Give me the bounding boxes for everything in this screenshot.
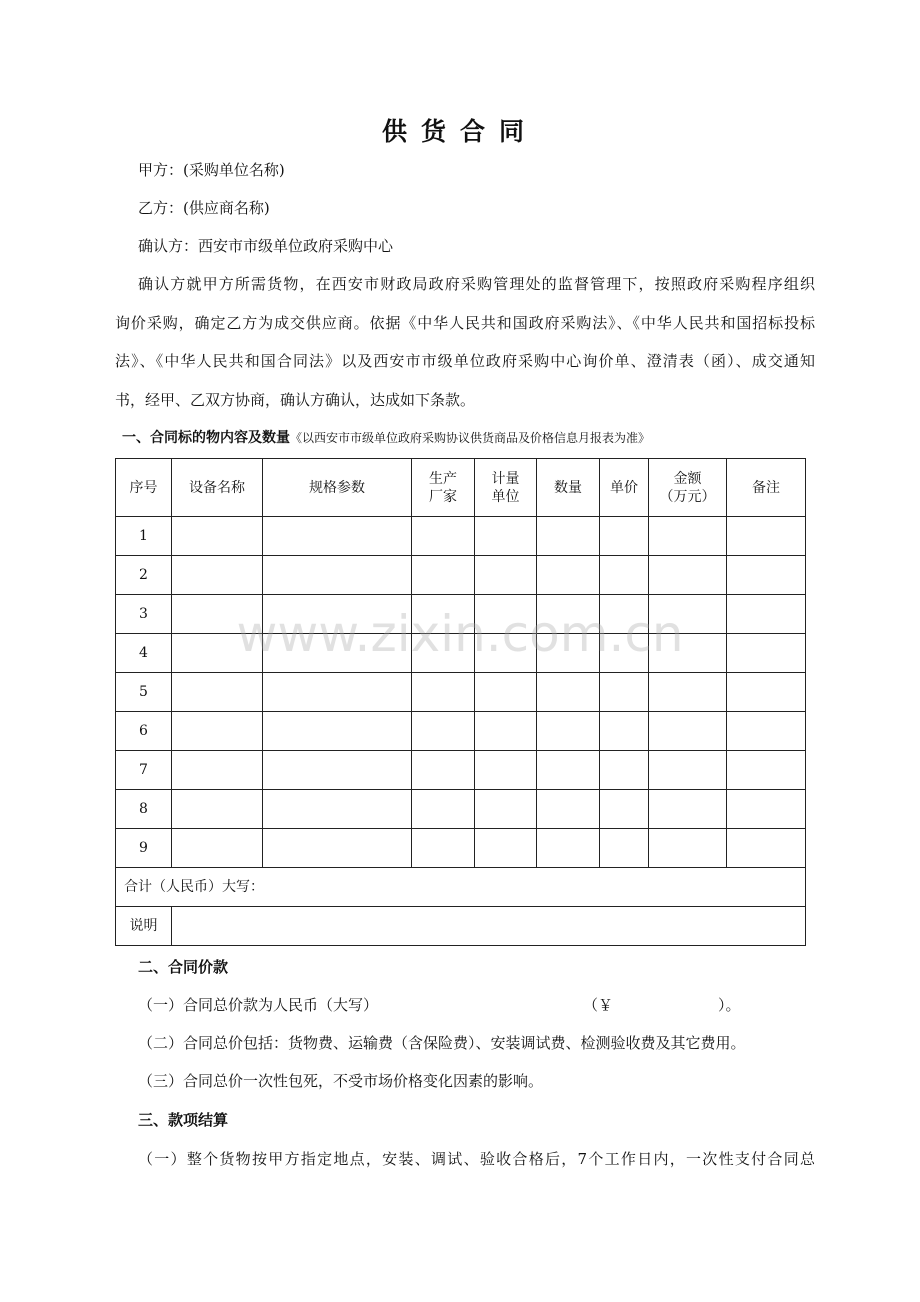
column-header: 金额 （万元） xyxy=(649,459,727,517)
table-cell xyxy=(412,751,475,790)
column-header: 规格参数 xyxy=(263,459,412,517)
table-cell xyxy=(537,751,600,790)
column-header: 生产 厂家 xyxy=(412,459,475,517)
row-number: 7 xyxy=(116,751,172,790)
table-cell xyxy=(412,595,475,634)
table-cell xyxy=(172,829,263,868)
table-cell xyxy=(600,595,649,634)
table-cell xyxy=(537,634,600,673)
row-number: 4 xyxy=(116,634,172,673)
table-cell xyxy=(475,595,537,634)
section1-note: 《以西安市市级单位政府采购协议供货商品及价格信息月报表为准》 xyxy=(290,431,651,445)
table-cell xyxy=(600,829,649,868)
table-cell xyxy=(727,751,806,790)
table-cell xyxy=(412,556,475,595)
table-cell xyxy=(649,595,727,634)
table-cell xyxy=(600,751,649,790)
row-number: 3 xyxy=(116,595,172,634)
table-cell xyxy=(172,556,263,595)
table-cell xyxy=(649,517,727,556)
row-number: 1 xyxy=(116,517,172,556)
table-cell xyxy=(172,595,263,634)
section2-heading: 二、合同价款 xyxy=(138,958,229,976)
intro-line: 确认方就甲方所需货物，在西安市财政局政府采购管理处的监督管理下，按照政府采购程序组织 xyxy=(138,275,815,293)
table-row xyxy=(116,712,806,751)
table-cell xyxy=(649,790,727,829)
table-cell xyxy=(537,790,600,829)
table-row xyxy=(116,829,806,868)
table-cell xyxy=(475,751,537,790)
table-cell xyxy=(475,829,537,868)
table-cell xyxy=(537,712,600,751)
table-cell xyxy=(412,712,475,751)
section1-title: 一、合同标的物内容及数量 xyxy=(122,430,290,446)
table-cell xyxy=(412,790,475,829)
table-cell xyxy=(537,517,600,556)
table-row xyxy=(116,673,806,712)
row-number: 5 xyxy=(116,673,172,712)
table-cell xyxy=(600,673,649,712)
party-a: 甲方：(采购单位名称) xyxy=(138,161,285,179)
table-cell xyxy=(263,517,412,556)
table-cell xyxy=(727,556,806,595)
table-row xyxy=(116,751,806,790)
column-header: 设备名称 xyxy=(172,459,263,517)
table-cell xyxy=(600,790,649,829)
table-row xyxy=(116,595,806,634)
column-header: 计量 单位 xyxy=(475,459,537,517)
section1-heading xyxy=(122,428,650,448)
table-cell xyxy=(172,790,263,829)
row-number: 8 xyxy=(116,790,172,829)
table-cell xyxy=(600,556,649,595)
clause: （一）合同总价款为人民币（大写） xyxy=(138,996,379,1014)
table-cell xyxy=(263,634,412,673)
table-cell xyxy=(649,712,727,751)
table-cell xyxy=(727,829,806,868)
table-row xyxy=(116,634,806,673)
clause-amount: （￥ ）。 xyxy=(583,996,741,1014)
table-cell xyxy=(600,712,649,751)
table-cell xyxy=(475,673,537,712)
remark-cell xyxy=(172,907,806,946)
clause: （二）合同总价包括：货物费、运输费（含保险费）、安装调试费、检测验收费及其它费用。 xyxy=(138,1034,746,1052)
table-cell xyxy=(600,634,649,673)
table-cell xyxy=(263,595,412,634)
intro-line: 法》、《中华人民共和国合同法》以及西安市市级单位政府采购中心询价单、澄清表（函）、成交通知 xyxy=(115,352,815,370)
table-cell xyxy=(172,517,263,556)
table-cell xyxy=(263,790,412,829)
table-cell xyxy=(727,673,806,712)
table-cell xyxy=(172,751,263,790)
table-cell xyxy=(172,673,263,712)
table-cell xyxy=(412,829,475,868)
table-cell xyxy=(475,634,537,673)
table-cell xyxy=(475,712,537,751)
total-label: 合计（人民币）大写： xyxy=(116,868,806,907)
table-row xyxy=(116,556,806,595)
table-cell xyxy=(727,595,806,634)
table-cell xyxy=(537,673,600,712)
row-number: 2 xyxy=(116,556,172,595)
table-cell xyxy=(649,829,727,868)
table-cell xyxy=(263,673,412,712)
table-cell xyxy=(412,517,475,556)
row-number: 9 xyxy=(116,829,172,868)
table-row xyxy=(116,790,806,829)
table-cell xyxy=(412,673,475,712)
row-number: 6 xyxy=(116,712,172,751)
table-cell xyxy=(475,556,537,595)
total-row xyxy=(116,868,806,907)
table-cell xyxy=(727,712,806,751)
watermark: www.zixin.com.cn xyxy=(236,605,684,663)
table-cell xyxy=(649,751,727,790)
intro-line: 书，经甲、乙双方协商，确认方确认，达成如下条款。 xyxy=(115,391,476,409)
table-cell xyxy=(600,517,649,556)
party-b: 乙方：(供应商名称) xyxy=(138,199,270,217)
clause: （三）合同总价一次性包死，不受市场价格变化因素的影响。 xyxy=(138,1072,544,1090)
column-header: 序号 xyxy=(116,459,172,517)
table-cell xyxy=(263,829,412,868)
goods-table xyxy=(115,458,806,946)
table-cell xyxy=(537,556,600,595)
table-cell xyxy=(263,751,412,790)
table-cell xyxy=(649,673,727,712)
intro-line: 询价采购，确定乙方为成交供应商。依据《中华人民共和国政府采购法》、《中华人民共和国招标投标 xyxy=(115,314,815,332)
confirmer: 确认方：西安市市级单位政府采购中心 xyxy=(138,237,394,255)
column-header: 单价 xyxy=(600,459,649,517)
remark-label: 说明 xyxy=(116,907,172,946)
remark-row xyxy=(116,907,806,946)
column-header: 数量 xyxy=(537,459,600,517)
table-row xyxy=(116,517,806,556)
table-cell xyxy=(172,634,263,673)
table-cell xyxy=(727,790,806,829)
table-cell xyxy=(475,517,537,556)
table-cell xyxy=(649,556,727,595)
clause: （一）整个货物按甲方指定地点，安装、调试、验收合格后，7个工作日内，一次性支付合同总 xyxy=(138,1150,815,1168)
column-header: 备注 xyxy=(727,459,806,517)
table-cell xyxy=(727,634,806,673)
table-cell xyxy=(475,790,537,829)
table-cell xyxy=(412,634,475,673)
table-cell xyxy=(727,517,806,556)
table-cell xyxy=(649,634,727,673)
table-cell xyxy=(263,556,412,595)
table-cell xyxy=(537,595,600,634)
table-cell xyxy=(263,712,412,751)
page-title: 供货合同 xyxy=(381,117,538,146)
section3-heading: 三、款项结算 xyxy=(138,1111,229,1129)
table-cell xyxy=(172,712,263,751)
table-cell xyxy=(537,829,600,868)
